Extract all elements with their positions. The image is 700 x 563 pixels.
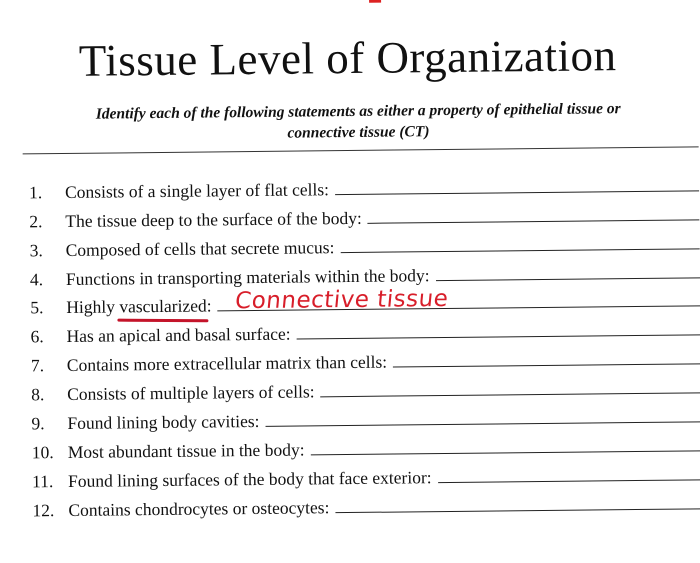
answer-blank[interactable] [217,286,700,315]
instructions-line-1: Identify each of the following statements as either a property of epithelial tissue or [95,100,621,123]
red-mark [369,0,381,3]
question-text: Found lining surfaces of the body that face exterior: [67,466,432,491]
question-number: 7. [30,355,45,376]
question-number: 12. [32,499,55,521]
handwritten-answer: Connective tissue [234,286,450,315]
question-number: 9. [31,413,45,434]
question-number: 8. [31,384,45,405]
question-text: Found lining body cavities: [67,410,260,433]
underlined-word [119,296,207,317]
answer-blank[interactable] [435,263,700,281]
divider [23,146,699,154]
question-text-after: : [206,295,212,316]
answer-blank[interactable] [335,494,700,513]
answer-blank[interactable] [310,436,700,455]
question-text: Has an apical and basal surface: [66,323,291,347]
question-number: 1. [28,182,43,203]
question-number: 6. [30,326,44,347]
question-text: Contains more extracellular matrix than cells: [66,351,388,376]
question-number: 3. [29,239,43,261]
question-text: Functions in transporting materials within the body: [65,264,430,289]
question-text: The tissue deep to the surface of the body: [65,207,362,231]
question-text: Consists of a single layer of flat cells: [64,179,330,202]
question-text: Most abundant tissue in the body: [67,439,305,462]
answer-blank[interactable] [340,234,699,253]
answer-blank[interactable] [265,407,700,427]
answer-blank[interactable] [335,176,699,195]
instructions [18,97,698,146]
question-number: 11. [31,470,54,492]
question-number: 5. [30,297,44,318]
question-number: 2. [29,210,43,232]
answer-blank[interactable] [320,378,700,397]
page-title: Tissue Level of Organization [78,30,617,86]
answer-blank[interactable] [437,465,700,483]
answer-blank[interactable] [393,350,700,368]
question-text: Contains chondrocytes or osteocytes: [68,496,330,520]
question-text-before: Highly [66,296,120,318]
answer-blank[interactable] [296,321,700,340]
question-number: 10. [31,442,54,463]
question-text [66,296,212,319]
underlined-word-text: vascularized [119,295,207,317]
instructions-line-2: connective tissue (CT) [287,123,430,142]
question-list [29,167,700,521]
question-text: Composed of cells that secrete mucus: [65,236,335,260]
question-number: 4. [29,268,44,289]
answer-blank[interactable] [368,205,700,223]
question-text: Consists of multiple layers of cells: [67,381,315,405]
